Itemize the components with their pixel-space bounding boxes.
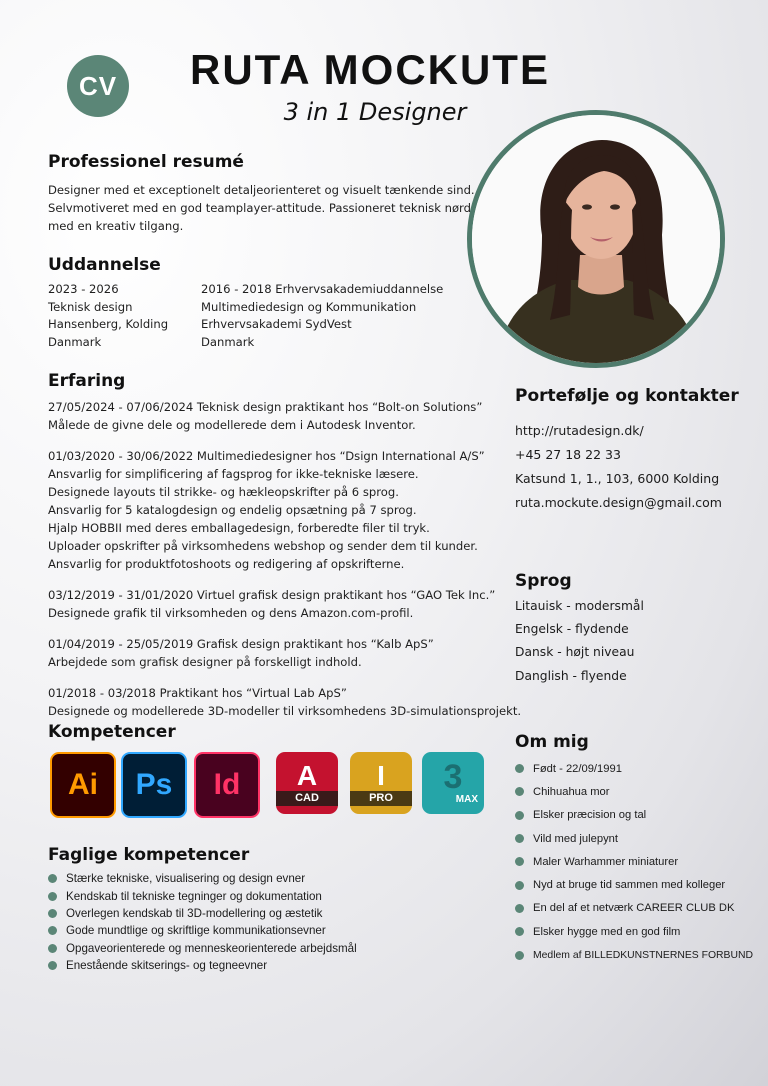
summary-line: Selvmotiveret med en god teamplayer-attitude. Passioneret teknisk nørd [48,201,471,215]
photoshop-icon [121,752,187,818]
about-text: Elsker hygge med en god film [533,925,681,938]
education-title: Uddannelse [48,255,161,275]
list-item [515,897,765,920]
list-item [515,804,765,827]
skill-text: Enestående skitserings- og tegneevner [66,959,268,973]
about-text: Chihuahua mor [533,785,610,798]
competencies-title: Kompetencer [48,722,176,742]
phone-number: +45 27 18 22 33 [515,447,621,462]
portrait-illustration [472,115,720,363]
list-item [48,940,488,957]
about-text: Født - 22/09/1991 [533,762,622,775]
icon-letters: A [296,759,318,791]
experience-line: Hjalp HOBBII med deres emballagedesign, forberedte filer til tryk. [48,521,430,535]
skill-text: Gode mundtlige og skriftlige kommunikationsevner [66,924,326,938]
experience-line: 01/2018 - 03/2018 Praktikant hos “Virtual Lab ApS” [48,686,347,700]
list-item [515,827,765,850]
experience-line: Uploader opskrifter på virksomhedens webshop og sender dem til kunder. [48,539,478,553]
about-text: Medlem af BILLEDKUNSTNERNES FORBUND [533,949,753,961]
list-item [515,943,765,966]
contact-list [515,419,755,515]
bullet-icon [48,961,57,970]
education-col-1 [48,281,168,351]
experience-line: Ansvarlig for 5 katalogdesign og endelig opsætning på 7 sprog. [48,503,417,517]
skill-text: Kendskab til tekniske tegninger og dokumentation [66,889,322,903]
bullet-icon [48,944,57,953]
language-item: Litauisk - modersmål [515,599,644,613]
experience-entry [48,586,498,622]
indesign-icon [194,752,260,818]
professional-skills-list [48,870,488,974]
about-text: Nyd at bruge tid sammen med kolleger [533,879,726,892]
bullet-icon [515,904,524,913]
person-name: RUTA MOCKUTE [190,46,550,93]
cv-badge: CV [67,55,129,117]
list-item [515,920,765,943]
bullet-icon [515,857,524,866]
list-item [48,905,488,922]
inventor-pro-icon [350,752,412,814]
list-item [515,757,765,780]
job-title: 3 in 1 Designer [283,98,467,126]
language-item: Engelsk - flydende [515,622,629,637]
bullet-icon [48,926,57,935]
autocad-icon [276,752,338,814]
experience-line: Designede grafik til virksomheden og dens Amazon.com-profil. [48,606,414,620]
education-item: Hansenberg, Kolding [48,317,169,331]
list-item [48,870,488,887]
experience-line: Designede layouts til strikke- og hækleopskrifter på 6 sprog. [48,485,399,499]
professional-skills-title: Faglige kompetencer [48,845,250,865]
experience-line: 01/04/2019 - 25/05/2019 Grafisk design praktikant hos “Kalb ApS” [48,637,434,651]
experience-line: 27/05/2024 - 07/06/2024 Teknisk design praktikant hos “Bolt-on Solutions” [48,400,483,414]
education-col-2 [201,281,443,351]
icon-letters: Id [213,768,241,801]
about-text: Vild med julepynt [533,832,618,845]
list-item [515,873,765,896]
experience-list [48,398,522,733]
languages-title: Sprog [515,571,572,591]
bullet-icon [515,787,524,796]
education-item: Erhvervsakademi SydVest [201,317,352,331]
list-item [48,922,488,939]
about-list [515,757,765,967]
skill-text: Overlegen kendskab til 3D-modellering og æstetik [66,906,323,920]
summary-text [48,181,478,235]
experience-line: Designede og modellerede 3D-modeller til virksomhedens 3D-simulationsprojekt. [48,704,522,718]
illustrator-icon [50,752,116,818]
software-icons [48,752,488,818]
icon-sublabel: CAD [276,791,338,806]
education-item: 2023 - 2026 [48,282,119,296]
languages-list [515,595,755,688]
experience-entry [48,447,498,573]
bullet-icon [515,951,524,960]
education-item: Danmark [48,334,102,349]
3dsmax-icon [422,752,484,814]
bullet-icon [48,892,57,901]
about-text: Maler Warhammer miniaturer [533,855,679,868]
bullet-icon [515,881,524,890]
experience-entry [48,398,498,434]
address: Katsund 1, 1., 103, 6000 Kolding [515,471,720,486]
profile-photo [467,110,725,368]
icon-sublabel: PRO [350,791,412,806]
bullet-icon [515,811,524,820]
icon-letters: Ps [135,768,173,801]
list-item [48,957,488,974]
list-item [515,780,765,803]
experience-title: Erfaring [48,371,126,391]
experience-line: Målede de givne dele og modellerede dem i Autodesk Inventor. [48,418,416,432]
experience-entry [48,635,498,671]
education-item: Multimediedesign og Kommunikation [201,299,417,314]
contact-title: Portefølje og kontakter [515,386,739,406]
about-text: En del af et netværk CAREER CLUB DK [533,902,735,915]
education-item: 2016 - 2018 Erhvervsakademiuddannelse [201,282,444,296]
list-item [515,850,765,873]
experience-line: Ansvarlig for simplificering af fagsprog for ikke-tekniske læsere. [48,467,419,481]
skill-text: Stærke tekniske, visualisering og design evner [66,872,306,886]
icon-letters: 3 [443,758,463,796]
summary-title: Professionel resumé [48,152,244,172]
bullet-icon [48,909,57,918]
language-item: Danglish - flyende [515,668,627,683]
icon-letters: I [377,759,385,791]
skill-text: Opgaveorienterede og menneskeorienterede arbejdsmål [66,941,357,955]
education-item: Danmark [201,334,255,349]
icon-letters: Ai [68,768,98,801]
summary-line: med en kreativ tilgang. [48,219,184,233]
bullet-icon [515,927,524,936]
list-item [48,887,488,904]
experience-entry [48,684,522,720]
summary-line: Designer med et exceptionelt detaljeorienteret og visuelt tænkende sind. [48,183,475,197]
experience-line: Ansvarlig for produktfotoshoots og redigering af opskrifterne. [48,557,405,571]
bullet-icon [48,874,57,883]
about-text: Elsker præcision og tal [533,809,647,822]
about-title: Om mig [515,732,589,752]
bullet-icon [515,764,524,773]
icon-sublabel: MAX [455,794,478,805]
experience-line: Arbejdede som grafisk designer på forskelligt indhold. [48,655,362,669]
email-link[interactable]: ruta.mockute.design@gmail.com [515,495,722,510]
bullet-icon [515,834,524,843]
education-item: Teknisk design [48,299,133,314]
experience-line: 01/03/2020 - 30/06/2022 Multimediedesigner hos “Dsign International A/S” [48,449,485,463]
experience-line: 03/12/2019 - 31/01/2020 Virtuel grafisk design praktikant hos “GAO Tek Inc.” [48,588,496,602]
language-item: Dansk - højt niveau [515,645,635,660]
portfolio-link[interactable]: http://rutadesign.dk/ [515,423,644,438]
